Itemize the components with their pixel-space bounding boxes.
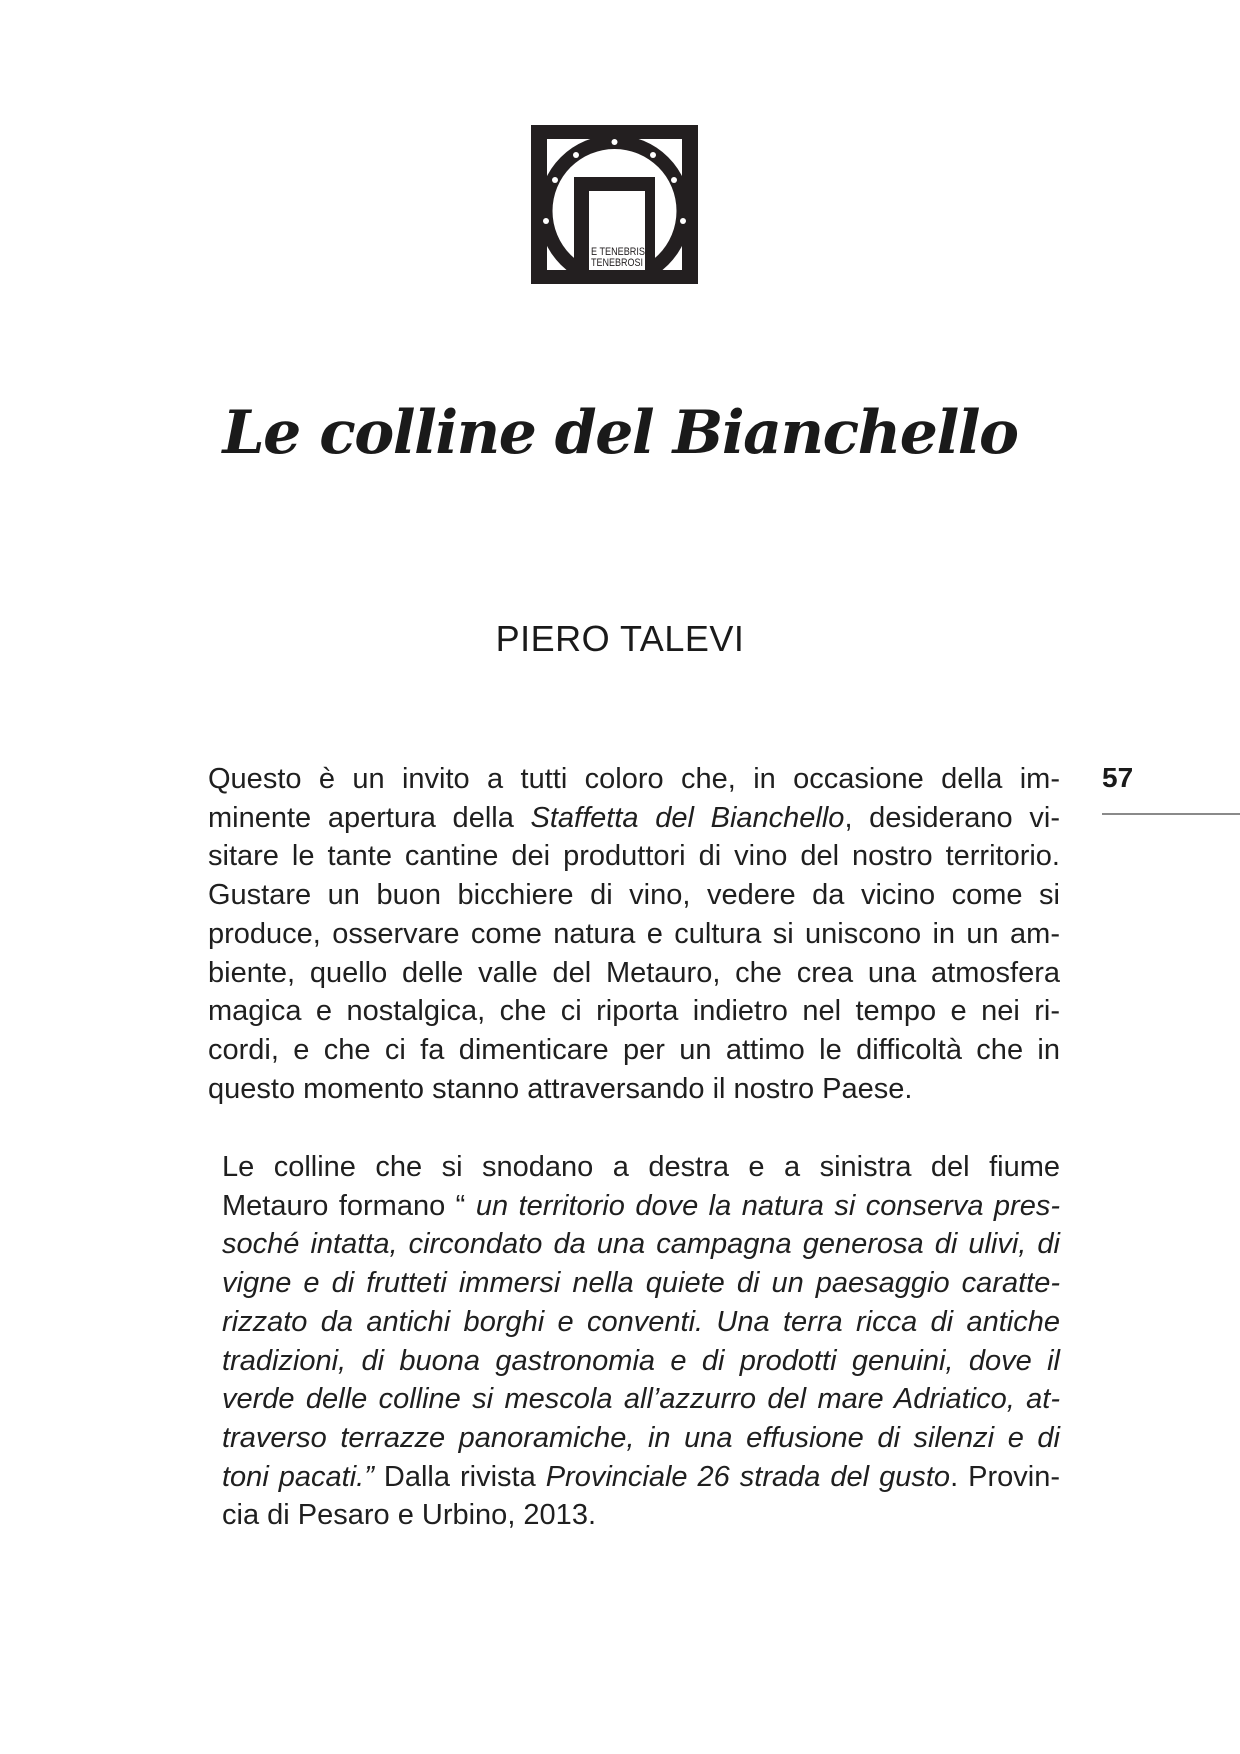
text-line [166, 1342, 1060, 1381]
text-line [166, 1458, 1060, 1497]
text-run: produce, osservare come natura e cultura si uniscono in un am- [208, 917, 1060, 950]
text-run: . Provin- [950, 1460, 1060, 1493]
text-line [166, 1225, 1060, 1264]
text-line [166, 837, 1060, 876]
text-line [166, 915, 1060, 954]
page-number: 57 [1102, 762, 1134, 793]
text-run: questo momento stanno attraversando il nostro Paese. [208, 1072, 913, 1105]
author-name: PIERO TALEVI [495, 618, 745, 659]
text-run: Gustare un buon bicchiere di vino, vedere da vicino come si [208, 879, 1060, 912]
italic-text: Provinciale 26 strada del gusto [545, 1460, 951, 1493]
text-run: cia di Pesaro e Urbino, 2013. [222, 1499, 596, 1532]
text-run: cordi, e che ci fa dimenticare per un attimo le difficoltà che in [208, 1033, 1060, 1066]
logo-motto-line1: E TENEBRIS [591, 246, 645, 258]
italic-text: vigne e di frutteti immersi nella quiete di un paesaggio caratte- [222, 1267, 1060, 1300]
text-run: magica e nostalgica, che ci riporta indietro nel tempo e nei ri- [208, 995, 1060, 1028]
chapter-title: Le colline del Bianchello [222, 398, 1018, 468]
italic-text: tradizioni, di buona gastronomia e di prodotti genuini, dove il [222, 1344, 1060, 1377]
page-number-rule [1102, 813, 1240, 815]
text-run: Le colline che si snodano a destra e a sinistra del fiume [222, 1151, 1060, 1183]
text-line [166, 1496, 1060, 1535]
text-line [166, 799, 1060, 838]
italic-text: traverso terrazze panoramiche, in una effusione di silenzi e di [222, 1421, 1060, 1454]
italic-text: toni pacati.” [222, 1460, 374, 1493]
italic-text: soché intatta, circondato da una campagna generosa di ulivi, di [222, 1228, 1060, 1261]
text-run: , desiderano vi- [844, 801, 1060, 834]
text-line [166, 1070, 1060, 1109]
text-run: biente, quello delle valle del Metauro, che crea una atmosfera [208, 956, 1060, 989]
italic-text: verde delle colline si mescola all’azzurro del mare Adriatico, at- [222, 1383, 1060, 1416]
text-line [166, 1031, 1060, 1070]
paragraph-2 [166, 1148, 1060, 1535]
logo-motto-line2: TENEBROSI [591, 257, 643, 269]
italic-text: un territorio dove la natura si conserva pres- [475, 1189, 1060, 1222]
text-run: Questo è un invito a tutti coloro che, in occasione della im- [208, 763, 1060, 795]
text-line [166, 1419, 1060, 1458]
italic-text: rizzato da antichi borghi e conventi. Una terra ricca di antiche [222, 1305, 1060, 1338]
text-run: minente apertura della [208, 801, 531, 834]
italic-text: Staffetta del Bianchello [530, 801, 845, 834]
text-line [166, 1303, 1060, 1342]
text-line [166, 992, 1060, 1031]
text-run: Dalla rivista [373, 1460, 546, 1493]
text-run: Metauro formano “ [222, 1189, 476, 1222]
logo-emblem-icon [531, 125, 698, 284]
text-line [166, 1380, 1060, 1419]
text-line [166, 1187, 1060, 1226]
publisher-logo [531, 125, 698, 284]
paragraph-1 [166, 760, 1060, 1108]
text-line [166, 1148, 1060, 1187]
text-run: sitare le tante cantine dei produttori di vino del nostro territorio. [208, 840, 1060, 873]
text-line [166, 760, 1060, 799]
text-line [166, 1264, 1060, 1303]
text-line [166, 954, 1060, 993]
text-line [166, 876, 1060, 915]
